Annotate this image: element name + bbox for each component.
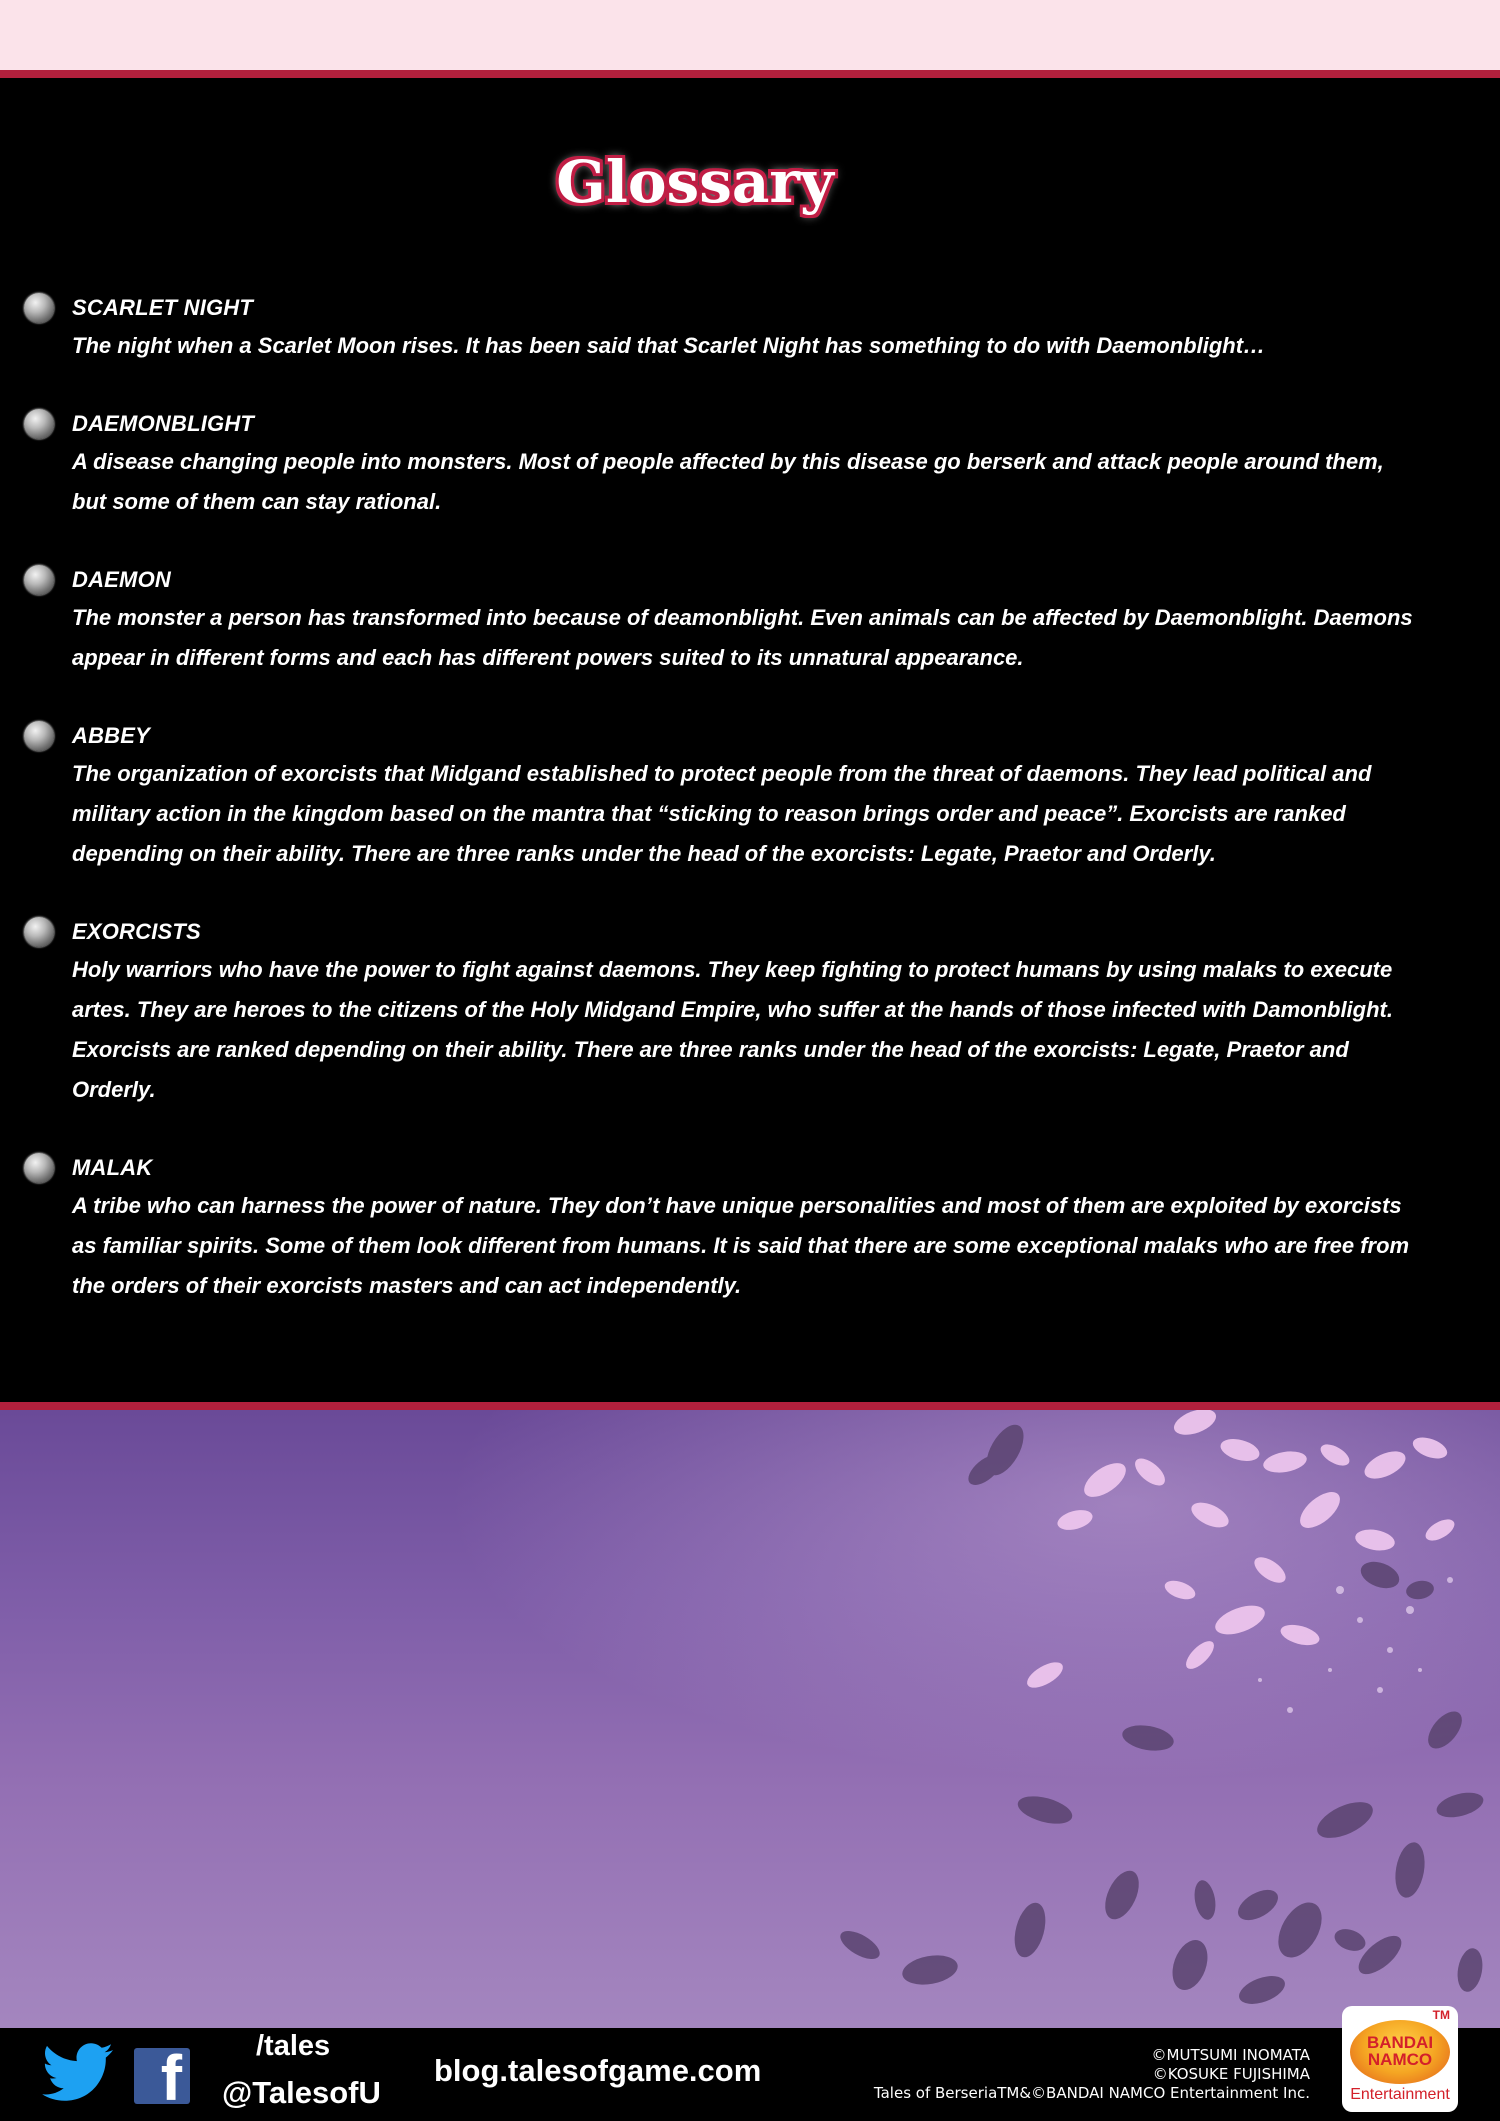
entry-definition: A disease changing people into monsters. Most of people affected by this disease go berserk and attack people around them, but some of them can stay rational. (72, 449, 1384, 514)
bullet-orb-icon (24, 917, 54, 947)
entry-term: ABBEY (72, 723, 151, 748)
bullet-orb-icon (24, 293, 54, 323)
glossary-entry-scarlet-night (0, 290, 1500, 366)
bullet-orb-icon (24, 721, 54, 751)
entry-definition: The night when a Scarlet Moon rises. It has been said that Scarlet Night has something to do with Daemonblight… (72, 333, 1266, 358)
top-band (0, 0, 1500, 78)
twitter-icon[interactable] (42, 2042, 114, 2106)
petal-illustration (0, 1410, 1500, 2028)
entry-definition: Holy warriors who have the power to fight against daemons. They keep fighting to protect humans by using malaks to execute artes. They are heroes to the citizens of the Holy Midgand Empire, who suffer at the hands of those infected with Damonblight. Exorcists are ranked depending on their ability. There are three ranks under the head of the exorcists: Legate, Praetor and Orderly. (72, 957, 1393, 1102)
petal-artwork (0, 1410, 1500, 2028)
credit-line: ©KOSUKE FUJISHIMA (1152, 2065, 1310, 2083)
bullet-orb-icon (24, 1153, 54, 1183)
glossary-entry-abbey (0, 718, 1500, 874)
entry-term: MALAK (72, 1155, 153, 1180)
glossary-entry-malak (0, 1150, 1500, 1306)
page-title: Glossary (556, 148, 834, 216)
bullet-orb-icon (24, 565, 54, 595)
copyright-credits (874, 2046, 1310, 2103)
bandai-namco-logo (1342, 2006, 1458, 2112)
glossary-entry-daemon (0, 562, 1500, 678)
facebook-handle[interactable]: /tales (256, 2030, 331, 2062)
footer (0, 2028, 1500, 2121)
entry-term: DAEMON (72, 567, 171, 592)
credit-line: ©MUTSUMI INOMATA (1151, 2046, 1310, 2064)
glossary-entry-daemonblight (0, 406, 1500, 522)
bullet-orb-icon (24, 409, 54, 439)
entry-term: SCARLET NIGHT (72, 295, 254, 320)
twitter-handle[interactable]: @TalesofU (222, 2075, 381, 2110)
glossary-list (0, 290, 1500, 1346)
credit-line: Tales of BerseriaTM&©BANDAI NAMCO Entertainment Inc. (873, 2084, 1310, 2102)
entry-definition: The organization of exorcists that Midgand established to protect people from the threat of daemons. They lead political and military action in the kingdom based on the mantra that “sticking to reason brings order and peace”. Exorcists are ranked depending on their ability. There are three ranks under the head of the exorcists: Legate, Praetor and Orderly. (72, 761, 1372, 866)
entry-definition: The monster a person has transformed into because of deamonblight. Even animals can be affected by Daemonblight. Daemons appear in different forms and each has different powers suited to its unnatural appearance. (72, 605, 1413, 670)
section-divider (0, 1402, 1500, 1410)
logo-line-1: BANDAI (1366, 2033, 1434, 2052)
glossary-entry-exorcists (0, 914, 1500, 1110)
entry-term: DAEMONBLIGHT (72, 411, 255, 436)
logo-line-3: Entertainment (1350, 2086, 1450, 2103)
blog-link[interactable]: blog.talesofgame.com (434, 2053, 762, 2088)
logo-line-2: NAMCO (1367, 2050, 1433, 2069)
logo-tm: TM (1432, 2008, 1450, 2022)
entry-definition: A tribe who can harness the power of nature. They don’t have unique personalities and most of them are exploited by exorcists as familiar spirits. Some of them look different from humans. It is said that there are some exceptional malaks who are free from the orders of their exorcists masters and can act independently. (72, 1193, 1410, 1298)
entry-term: EXORCISTS (72, 919, 201, 944)
facebook-icon[interactable]: f (134, 2048, 190, 2104)
